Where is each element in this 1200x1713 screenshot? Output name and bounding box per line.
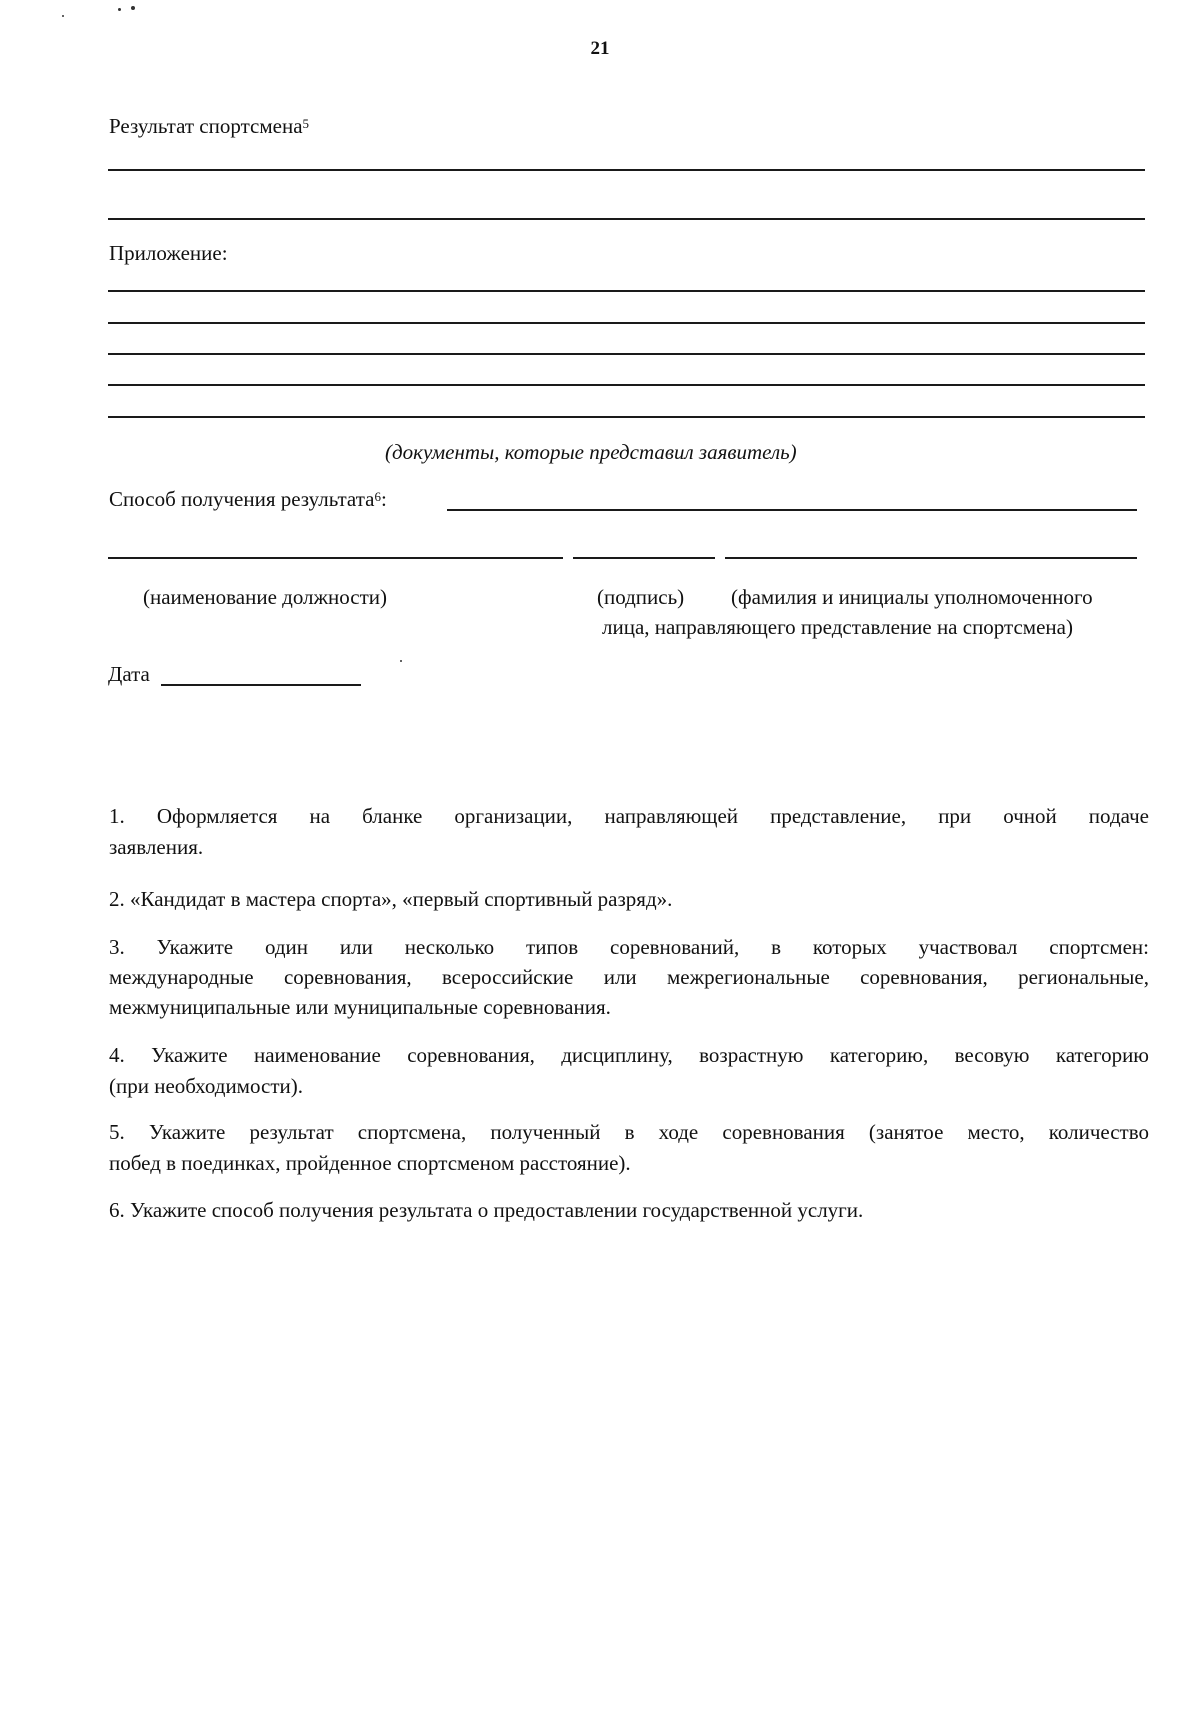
date-line [161, 684, 361, 686]
scan-speck [118, 8, 121, 11]
name-caption-line-2: лица, направляющего представление на спортсмена) [602, 615, 1073, 639]
attachment-line-5 [108, 416, 1145, 418]
attachment-label: Приложение: [109, 241, 228, 265]
scan-speck [400, 660, 402, 662]
page-number: 21 [590, 38, 610, 59]
footnote-3-line-3: межмуниципальные или муниципальные соревнования. [109, 995, 611, 1019]
signature-caption: (подпись) [597, 585, 685, 609]
result-method-label [109, 485, 387, 514]
date-label: Дата [108, 662, 150, 686]
athlete-result-text: Результат спортсмена [109, 114, 303, 138]
footnote-1-line-2: заявления. [109, 835, 204, 859]
name-line [725, 557, 1137, 559]
scan-speck [62, 15, 64, 17]
footnote-3-line-2: международные соревнования, всероссийские или межрегиональные соревнования, региональные, [109, 965, 1149, 989]
athlete-result-label [109, 112, 309, 141]
result-method-colon: : [380, 487, 387, 511]
result-method-text: Способ получения результата [109, 487, 375, 511]
position-caption: (наименование должности) [143, 585, 388, 609]
footnote-ref-6: 6 [374, 489, 381, 504]
attachment-line-4 [108, 384, 1145, 386]
athlete-result-line-1 [108, 169, 1145, 171]
footnote-4-line-1: 4. Укажите наименование соревнования, дисциплину, возрастную категорию, весовую категорию [109, 1043, 1149, 1067]
position-line [108, 557, 563, 559]
attachment-line-3 [108, 353, 1145, 355]
footnote-3-line-1: 3. Укажите один или несколько типов соревнований, в которых участвовал спортсмен: [109, 935, 1149, 959]
footnote-ref-5: 5 [302, 116, 310, 131]
scan-speck [131, 6, 135, 10]
footnote-4-line-2: (при необходимости). [109, 1074, 303, 1098]
footnote-5-line-1: 5. Укажите результат спортсмена, полученный в ходе соревнования (занятое место, количество [109, 1120, 1149, 1144]
result-method-line [447, 509, 1137, 511]
name-caption-line-1: (фамилия и инициалы уполномоченного [731, 585, 1093, 609]
footnote-5-line-2: побед в поединках, пройденное спортсменом расстояние). [109, 1151, 631, 1175]
attachment-line-1 [108, 290, 1145, 292]
footnote-6: 6. Укажите способ получения результата о предоставлении государственной услуги. [109, 1198, 864, 1222]
footnote-1-line-1: 1. Оформляется на бланке организации, направляющей представление, при очной подаче [109, 804, 1149, 828]
attachment-line-2 [108, 322, 1145, 324]
athlete-result-line-2 [108, 218, 1145, 220]
footnote-2: 2. «Кандидат в мастера спорта», «первый спортивный разряд». [109, 887, 673, 911]
attachment-caption: (документы, которые представил заявитель) [385, 440, 797, 464]
signature-line [573, 557, 715, 559]
